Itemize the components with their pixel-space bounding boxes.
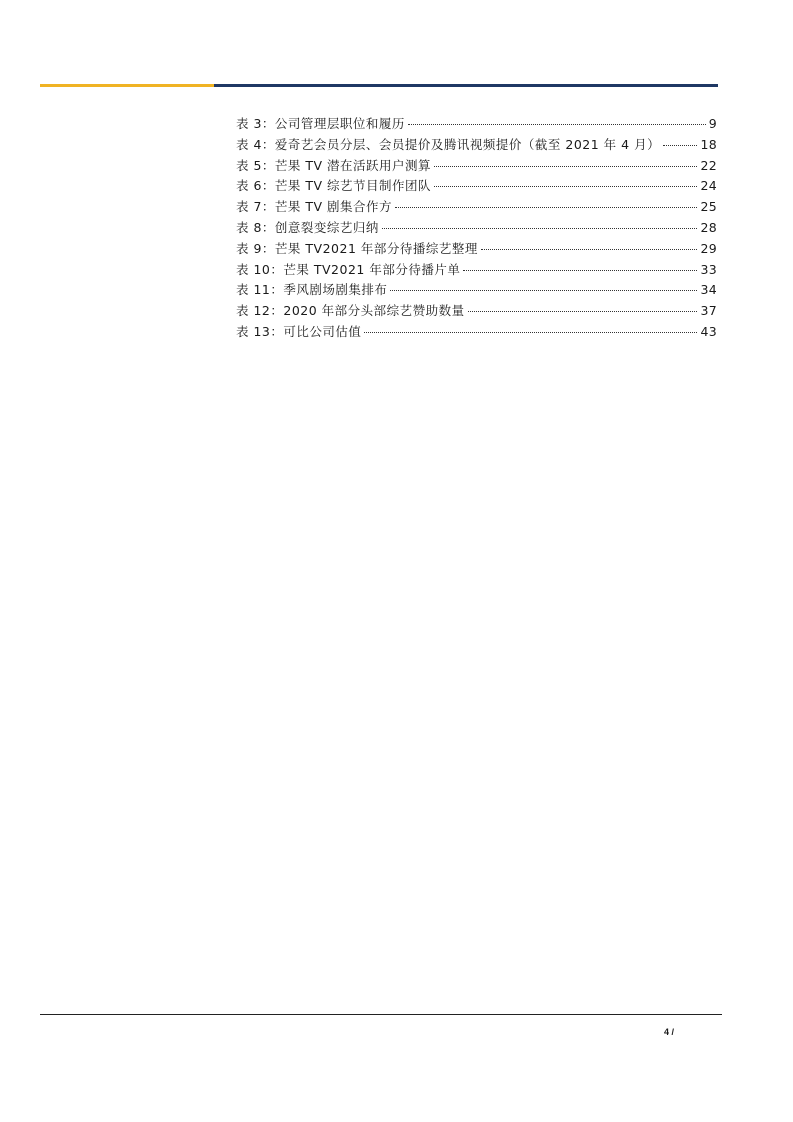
table-of-contents [236,114,717,343]
toc-entry[interactable] [236,176,717,197]
toc-dot-leader [481,249,698,250]
toc-entry-label: 表 10：芒果 TV2021 年部分待播片单 [236,261,461,277]
toc-entry[interactable] [236,260,717,281]
toc-entry-page: 9 [708,116,717,131]
toc-dot-leader [463,270,697,271]
toc-entry-label: 表 6：芒果 TV 综艺节目制作团队 [236,178,432,194]
toc-entry-label: 表 3：公司管理层职位和履历 [236,116,405,131]
toc-dot-leader [663,145,697,146]
toc-entry-page: 34 [700,282,717,298]
toc-entry[interactable] [236,114,717,135]
toc-entry-page: 37 [700,303,717,319]
toc-entry[interactable] [236,280,717,301]
toc-entry[interactable] [236,239,717,260]
toc-entry[interactable] [236,197,717,218]
toc-entry-label: 表 9：芒果 TV2021 年部分待播综艺整理 [236,240,478,256]
header-rule-brand [214,84,718,87]
toc-entry-page: 29 [700,240,717,256]
toc-entry-label: 表 12：2020 年部分头部综艺赞助数量 [236,303,465,319]
toc-entry-label: 表 13：可比公司估值 [236,323,362,339]
toc-entry-page: 18 [700,136,717,152]
toc-entry[interactable] [236,218,717,239]
toc-dot-leader [382,228,698,229]
header-rule [40,84,718,87]
toc-entry-page: 25 [700,199,717,215]
toc-dot-leader [468,311,698,312]
page-number: 4 / [664,1027,675,1037]
toc-dot-leader [434,166,697,167]
toc-entry-label: 表 7：芒果 TV 剧集合作方 [236,199,393,215]
toc-dot-leader [434,186,697,187]
toc-entry-label: 表 5：芒果 TV 潜在活跃用户测算 [236,157,432,173]
toc-entry-page: 24 [700,178,717,194]
footer-rule [40,1014,722,1015]
header-rule-accent [40,84,214,87]
toc-entry[interactable] [236,135,717,156]
toc-dot-leader [395,207,697,208]
toc-dot-leader [408,124,706,125]
toc-entry-page: 43 [700,323,717,339]
toc-entry[interactable] [236,156,717,177]
toc-entry-page: 33 [700,261,717,277]
toc-dot-leader [390,290,697,291]
toc-entry-label: 表 11：季风剧场剧集排布 [236,282,388,298]
toc-entry-label: 表 8：创意裂变综艺归纳 [236,219,379,235]
toc-entry-page: 22 [700,157,717,173]
toc-entry-label: 表 4：爱奇艺会员分层、会员提价及腾讯视频提价（截至 2021 年 4 月） [236,136,661,152]
toc-entry-page: 28 [700,219,717,235]
toc-dot-leader [364,332,697,333]
toc-entry[interactable] [236,301,717,322]
toc-entry[interactable] [236,322,717,343]
